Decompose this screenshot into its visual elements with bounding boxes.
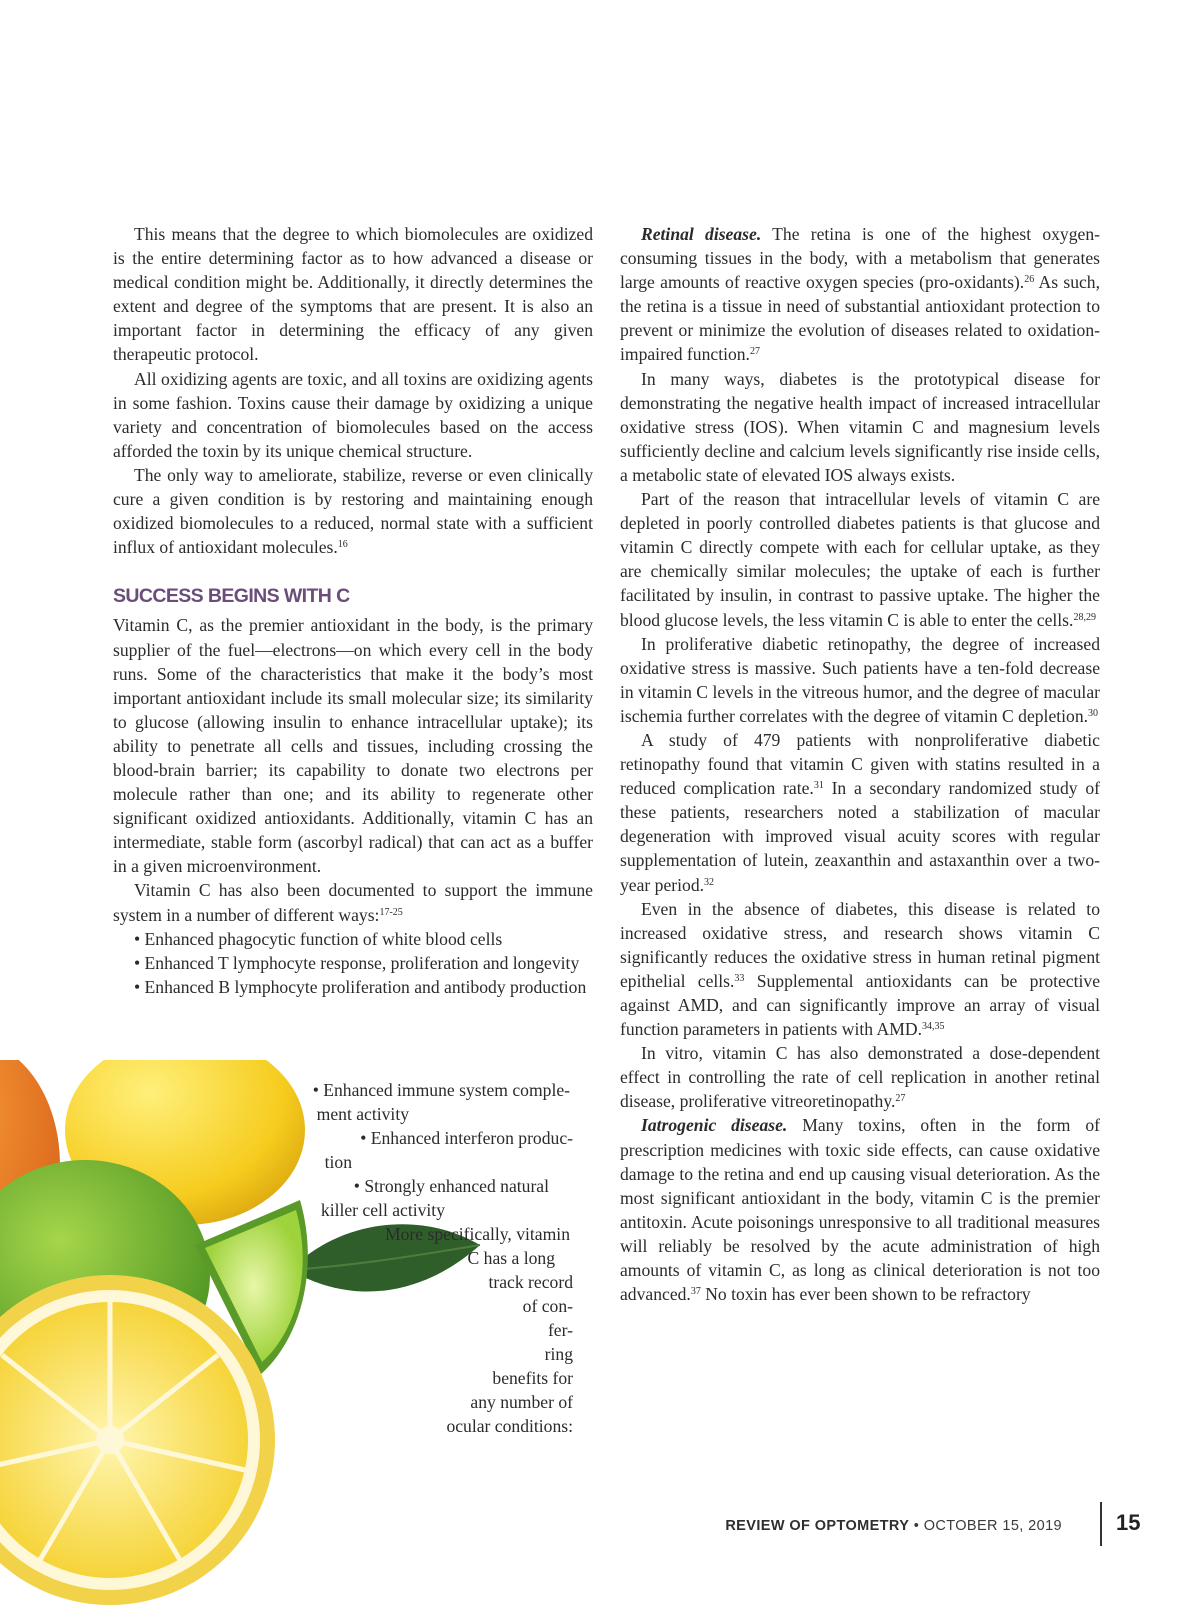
- paragraph: Part of the reason that intracellular levels of vitamin C are depleted in poorly controlled diabetes patients is that glucose and vitamin C directly compete with each for cellular uptake, as they are chemically similar molecules; the uptake of each is further facilitated by insulin, in contrast to passive uptake. The higher the blood glucose levels, the less vitamin C is able to enter the cells.$^{28,29}$: [620, 489, 1100, 630]
- paragraph: This means that the degree to which biomolecules are oxidized is the entire determining factor as to how advanced a disease or medical condition might be. Additionally, it directly determines the extent and degree of the symptoms that are present. It is also an important factor in determining the efficacy of any given therapeutic protocol.: [113, 224, 593, 365]
- paragraph: A study of 479 patients with nonproliferative diabetic retinopathy found that vitamin C given with statins resulted in a reduced complication rate.$^{31}$ In a secondary randomized study of these patients, researchers noted a stabilization of macular degeneration with improved visual acuity scores with regular supplementation of lutein, zeaxanthin and astaxanthin over a two-year period.$^{32}$: [620, 729, 1100, 895]
- wrap-line: • Enhanced immune system comple-: [312, 1080, 570, 1100]
- wrap-line: • Strongly enhanced natural: [353, 1176, 549, 1196]
- paragraph: In vitro, vitamin C has also demonstrated a dose-dependent effect in controlling the rate of cell replication in another retinal disease, proliferative vitreoretinopathy.$^{27}$: [620, 1043, 1100, 1112]
- wrap-line: C has a long: [467, 1248, 555, 1268]
- reference-superscript: 26: [1024, 274, 1035, 286]
- paragraph: Even in the absence of diabetes, this disease is related to increased oxidative stress, and research shows vitamin C significantly reduces the oxidative stress in human retinal pigment epithelial cells.$^{33}$ Supplemental antioxidants can be protective against AMD, and can significantly improve an array of visual function parameters in patients with AMD.$^{34,35}$: [620, 898, 1101, 1040]
- reference-superscript: 17-25: [379, 906, 403, 918]
- wrap-line: • Enhanced interferon produc-: [360, 1128, 573, 1148]
- right-column: [620, 222, 1100, 1306]
- section-heading: SUCCESS BEGINS WITH C: [113, 585, 350, 608]
- wrap-line: More specifically, vitamin: [384, 1224, 570, 1244]
- footer-divider: [1100, 1502, 1102, 1546]
- wrap-line: ring: [544, 1344, 573, 1364]
- reference-superscript: 32: [704, 876, 715, 888]
- issue-date: OCTOBER 15, 2019: [923, 1518, 1062, 1534]
- bullet-item: • Enhanced phagocytic function of white blood cells: [134, 928, 503, 949]
- publication-name: REVIEW OF OPTOMETRY: [725, 1518, 910, 1534]
- paragraph: The only way to ameliorate, stabilize, reverse or even clinically cure a given condition is by restoring and maintaining enough oxidized biomolecules to a reduced, normal state with a sufficient influx of antioxidant molecules.$^{16}$: [113, 464, 593, 558]
- wrap-line: fer-: [547, 1320, 573, 1340]
- run-in-heading: Retinal disease.: [641, 224, 762, 244]
- page-footer: [725, 1512, 1062, 1540]
- reference-superscript: 16: [337, 539, 348, 551]
- bullet-item: • Enhanced B lymphocyte proliferation and antibody production: [134, 976, 587, 997]
- page-number: 15: [1116, 1510, 1141, 1535]
- wrap-line: tion: [324, 1152, 352, 1172]
- reference-superscript: 37: [690, 1286, 701, 1298]
- reference-superscript: 31: [813, 780, 824, 792]
- paragraph: In many ways, diabetes is the prototypical disease for demonstrating the negative health impact of increased intracellular oxidative stress (IOS). When vitamin C and magnesium levels sufficiently decline and calcium levels significantly rise inside cells, a metabolic state of elevated IOS always exists.: [620, 368, 1100, 485]
- wrapped-text: [113, 1078, 593, 1440]
- paragraph: Vitamin C has also been documented to support the immune system in a number of different ways:$^{17-25}$: [113, 880, 593, 925]
- paragraph: All oxidizing agents are toxic, and all toxins are oxidizing agents in some fashion. Toxins cause their damage by oxidizing a unique variety and concentration of biomolecules based on the access afforded the toxin by its unique chemical structure.: [113, 368, 593, 461]
- paragraph: Retinal disease. The retina is one of the highest oxygen-consuming tissues in the body, with a metabolism that generates large amounts of reactive oxygen species (pro-oxidants).$^{26}$ As such, the retina is a tissue in need of substantial antioxidant protection to prevent or minimize the evolution of diseases related to oxidation-impaired function.$^{27}$: [620, 224, 1100, 365]
- reference-superscript: 28,29: [1073, 611, 1096, 623]
- run-in-heading: Iatrogenic disease.: [641, 1115, 788, 1136]
- bullet-item: • Enhanced T lymphocyte response, proliferation and longevity: [134, 952, 580, 973]
- wrap-line: track record: [488, 1272, 573, 1292]
- reference-superscript: 27: [895, 1093, 906, 1105]
- paragraph: In proliferative diabetic retinopathy, the degree of increased oxidative stress is massive. Such patients have a ten-fold decrease in vitamin C levels in the vitreous humor, and the degree of macular ischemia further correlates with the degree of vitamin C depletion.$^{30}$: [620, 633, 1100, 726]
- footer-separator: •: [909, 1518, 924, 1534]
- wrap-line: ocular conditions:: [446, 1416, 573, 1436]
- left-column: [113, 222, 593, 999]
- reference-superscript: 30: [1088, 707, 1099, 719]
- paragraph: Iatrogenic disease. Many toxins, often in the form of prescription medicines with toxic side effects, can cause oxidative damage to the retina and end up causing visual deterioration. As the most significant antioxidant in the body, vitamin C is the premier antitoxin. Acute poisonings unresponsive to all traditional measures will reliably be resolved by the acute administration of high amounts of vitamin C, as long as clinical deterioration is not too advanced.$^{37}$ No toxin has ever been shown to be refractory: [620, 1115, 1100, 1305]
- wrap-line: killer cell activity: [320, 1200, 445, 1220]
- wrap-line: ment activity: [316, 1104, 409, 1124]
- wrap-line: of con-: [522, 1296, 573, 1316]
- wrap-line: any number of: [470, 1392, 573, 1412]
- reference-superscript: 34,35: [921, 1021, 945, 1033]
- reference-superscript: 27: [749, 346, 760, 358]
- reference-superscript: 33: [734, 972, 745, 984]
- wrap-line: benefits for: [492, 1368, 573, 1388]
- paragraph: Vitamin C, as the premier antioxidant in the body, is the primary supplier of the fuel—electrons—on which every cell in the body runs. Some of the characteristics that make it the body’s most important antioxidant include its small molecular size; its similarity to glucose (allowing insulin to enhance intracellular uptake); its ability to penetrate all cells and tissues, including crossing the blood-brain barrier; its capability to donate two electrons per molecule rather than one; and its ability to regenerate other significant oxidized antioxidants. Additionally, vitamin C has an intermediate, stable form (ascorbyl radical) that can act as a buffer in a given microenvironment.: [113, 615, 593, 877]
